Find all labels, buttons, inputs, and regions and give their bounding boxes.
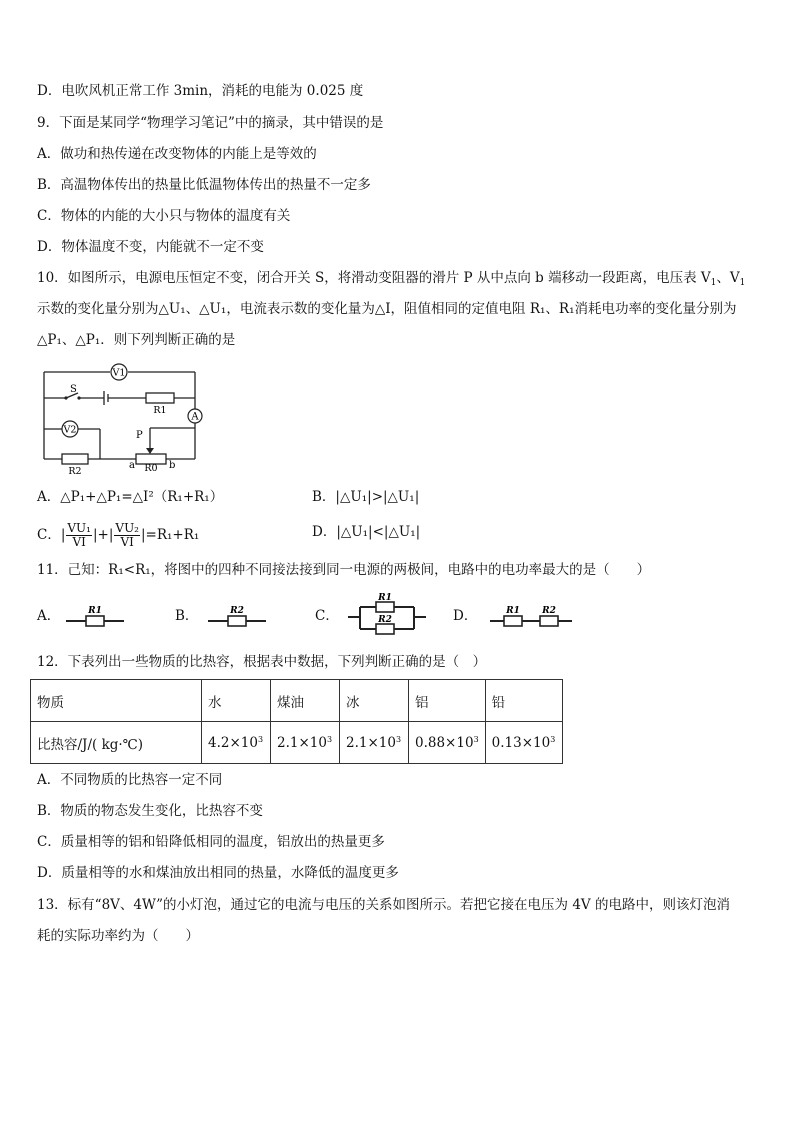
- table-cell: [485, 722, 562, 764]
- q12-option-d: D．质量相等的水和煤油放出相同的热量，水降低的温度更多: [37, 865, 399, 881]
- table-header-cell: 物质: [31, 680, 202, 722]
- table-header-cell: 煤油: [271, 680, 340, 722]
- q10-stem-line2: 示数的变化量分别为△U₁、△U₁，电流表示数的变化量为△I，阻值相同的定值电阻 R₁、R₁消耗电功率的变化量分别为: [37, 301, 737, 317]
- q11-c-r1-label: R1: [378, 593, 392, 603]
- table-cell: [271, 722, 340, 764]
- q12-stem: 12．下表列出一些物质的比热容，根据表中数据，下列判断正确的是（ ）: [37, 654, 487, 670]
- q11-option-a-label: A．: [37, 608, 61, 624]
- v2-label: V2: [63, 424, 77, 436]
- q9-option-d: D．物体温度不变，内能就不一定不变: [37, 239, 264, 255]
- q11-a-r-label: R1: [88, 606, 102, 616]
- q11-d-r2-label: R2: [542, 606, 556, 616]
- q11-b-diagram: [208, 601, 268, 631]
- table-header-cell: 铝: [409, 680, 486, 722]
- q10-c-f1-den: VI: [72, 535, 86, 549]
- p-label: P: [136, 430, 143, 441]
- q10-sub1: 1: [710, 278, 717, 288]
- r2-label: R2: [68, 466, 82, 477]
- q9-option-a: A．做功和热传递在改变物体的内能上是等效的: [37, 146, 317, 162]
- q11-option-b-label: B．: [175, 608, 199, 624]
- q10-stem-mid: 、V: [716, 270, 740, 286]
- q10-option-d: D．|△U₁|<|△U₁|: [312, 524, 421, 540]
- q9-option-c: C．物体的内能的大小只与物体的温度有关: [37, 208, 291, 224]
- v1-label: V1: [112, 367, 126, 379]
- q10-c-suffix: |=R₁+R₁: [141, 527, 200, 543]
- q13-stem-line2: 耗的实际功率约为（ ）: [37, 928, 199, 944]
- a-label: a: [129, 460, 135, 471]
- q11-a-diagram: [66, 601, 126, 631]
- q10-c-f2-num: VU₂: [115, 521, 139, 535]
- table-header-cell: 水: [202, 680, 271, 722]
- q9-option-b: B．高温物体传出的热量比低温物体传出的热量不一定多: [37, 177, 371, 193]
- heat-exponent: 3: [473, 734, 479, 744]
- q10-option-c: [37, 522, 199, 549]
- q13-stem-line1: 13．标有“8V、4W”的小灯泡，通过它的电流与电压的关系如图所示。若把它接在电压为 4V 的电路中，则该灯泡消: [37, 897, 730, 913]
- heat-value: 4.2×10: [208, 734, 258, 751]
- q12-option-c: C．质量相等的铝和铅降低相同的温度，铝放出的热量更多: [37, 834, 385, 850]
- table-cell: [409, 722, 486, 764]
- table-header-row: [31, 680, 563, 722]
- q10-c-fraction-2: [114, 522, 140, 549]
- q10-stem-text: 10．如图所示，电源电压恒定不变，闭合开关 S，将滑动变阻器的滑片 P 从中点向 b 端移动一段距离，电压表 V: [37, 270, 711, 286]
- q10-sub2: 1: [739, 278, 746, 288]
- table-header-cell: 铅: [485, 680, 562, 722]
- q11-c-diagram: [348, 595, 428, 639]
- table-cell: [202, 722, 271, 764]
- q11-option-c-label: C．: [315, 608, 339, 624]
- q12-option-b: B．物质的物态发生变化，比热容不变: [37, 803, 263, 819]
- q11-stem: 11．己知：R₁<R₁，将图中的四种不同接法接到同一电源的两极间，电路中的电功率最大的是（ ）: [37, 562, 651, 578]
- table-row: [31, 722, 563, 764]
- table-row-label: 比热容/J/( kg·℃): [31, 722, 202, 764]
- q10-circuit-diagram: [38, 362, 208, 477]
- b-label: b: [169, 460, 176, 471]
- q11-option-d-label: D．: [453, 608, 478, 624]
- q12-option-a: A．不同物质的比热容一定不同: [37, 772, 223, 788]
- q10-c-f1-num: VU₁: [67, 521, 91, 535]
- q11-d-diagram: [490, 601, 574, 631]
- heat-value: 2.1×10: [277, 734, 327, 751]
- q11-b-r-label: R2: [230, 606, 244, 616]
- q11-c-r2-label: R2: [378, 615, 392, 625]
- table-header-cell: 冰: [340, 680, 409, 722]
- specific-heat-table: [30, 679, 563, 764]
- q11-d-r1-label: R1: [506, 606, 520, 616]
- q10-c-mid: |+|: [92, 527, 114, 543]
- q10-stem-line3: △P₁、△P₁．则下列判断正确的是: [37, 332, 236, 348]
- heat-value: 0.88×10: [415, 734, 474, 751]
- q10-c-prefix: C．|: [37, 527, 66, 543]
- ammeter-label: A: [191, 411, 199, 423]
- heat-exponent: 3: [550, 734, 556, 744]
- heat-exponent: 3: [326, 734, 333, 744]
- heat-exponent: 3: [395, 734, 402, 744]
- q10-option-a: A．△P₁+△P₁=△I²（R₁+R₁）: [37, 489, 224, 505]
- r0-label: R0: [144, 463, 158, 474]
- q10-stem-line1: [37, 268, 745, 293]
- q9-stem: 9．下面是某同学“物理学习笔记”中的摘录，其中错误的是: [37, 115, 384, 131]
- q8-option-d: D．电吹风机正常工作 3min，消耗的电能为 0.025 度: [37, 83, 364, 99]
- heat-value: 2.1×10: [346, 734, 396, 751]
- q10-option-b: B．|△U₁|>|△U₁|: [312, 489, 420, 505]
- r1-label: R1: [153, 405, 167, 416]
- switch-label: S: [70, 384, 77, 395]
- q10-c-fraction-1: [66, 522, 92, 549]
- table-cell: [340, 722, 409, 764]
- heat-exponent: 3: [257, 734, 264, 744]
- q10-c-f2-den: VI: [120, 535, 134, 549]
- heat-value: 0.13×10: [491, 734, 551, 751]
